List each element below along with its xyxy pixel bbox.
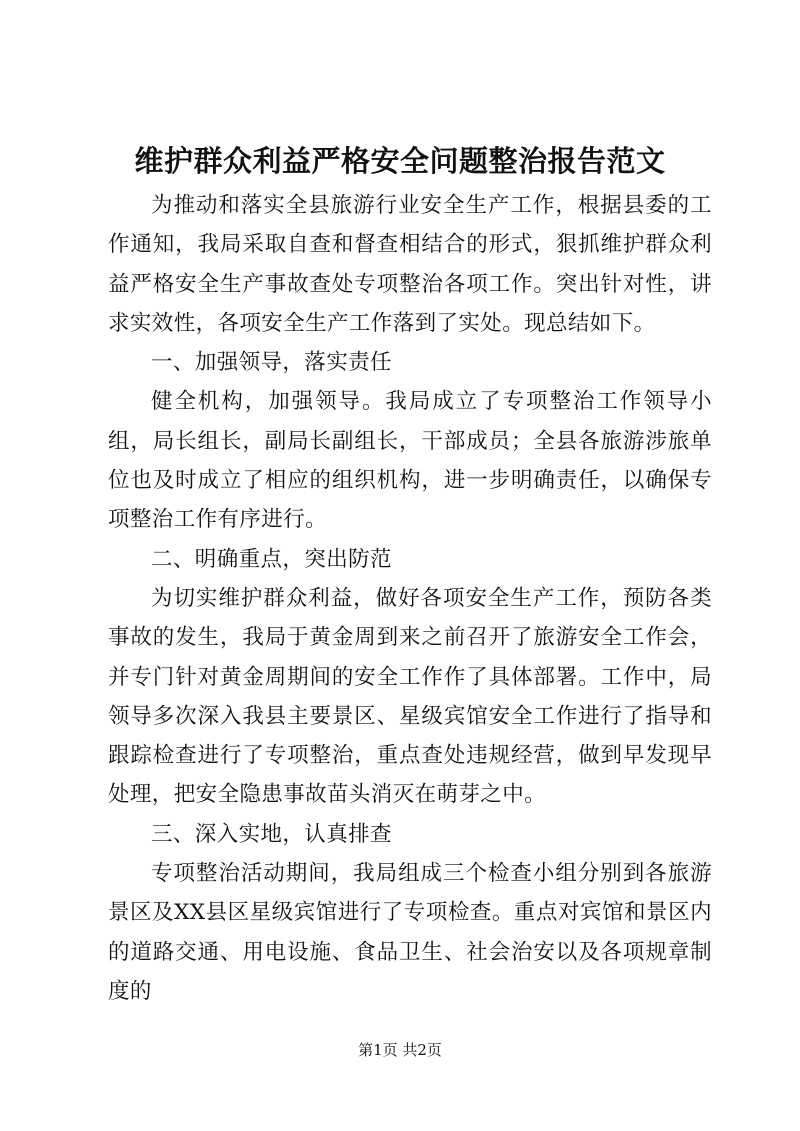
- document-body: [108, 186, 712, 1011]
- document-title: 维护群众利益严格安全问题整治报告范文: [134, 144, 666, 178]
- section-1-paragraph: 健全机构，加强领导。我局成立了专项整治工作领导小组，局长组长，副局长副组长，干部成员；全县各旅游涉旅单位也及时成立了相应的组织机构，进一步明确责任，以确保专项整治工作有序进行。: [108, 389, 712, 533]
- section-heading-2: 二、明确重点，突出防范: [151, 546, 392, 572]
- section-2-paragraph: 为切实维护群众利益，做好各项安全生产工作，预防各类事故的发生，我局于黄金周到来之前召开了旅游安全工作会，并专门针对黄金周期间的安全工作作了具体部署。工作中，局领导多次深入我县主要景区、星级宾馆安全工作进行了指导和跟踪检查进行了专项整治，重点查处违规经营，做到早发现早处理，把安全隐患事故苗头消灭在萌芽之中。: [108, 585, 712, 808]
- section-heading-1: 一、加强领导，落实责任: [151, 350, 392, 376]
- section-3-paragraph: 专项整治活动期间，我局组成三个检查小组分别到各旅游景区及XX县区星级宾馆进行了专项检查。重点对宾馆和景区内的道路交通、用电设施、食品卫生、社会治安以及各项规章制度的: [108, 861, 712, 1004]
- section-heading-3: 三、深入实地，认真排查: [151, 821, 392, 847]
- intro-paragraph: 为推动和落实全县旅游行业安全生产工作，根据县委的工作通知，我局采取自查和督查相结合的形式，狠抓维护群众利益严格安全生产事故查处专项整治各项工作。突出针对性，讲求实效性，各项安全生产工作落到了实处。现总结如下。: [108, 193, 712, 336]
- page-number-footer: 第1页 共2页: [358, 1041, 442, 1059]
